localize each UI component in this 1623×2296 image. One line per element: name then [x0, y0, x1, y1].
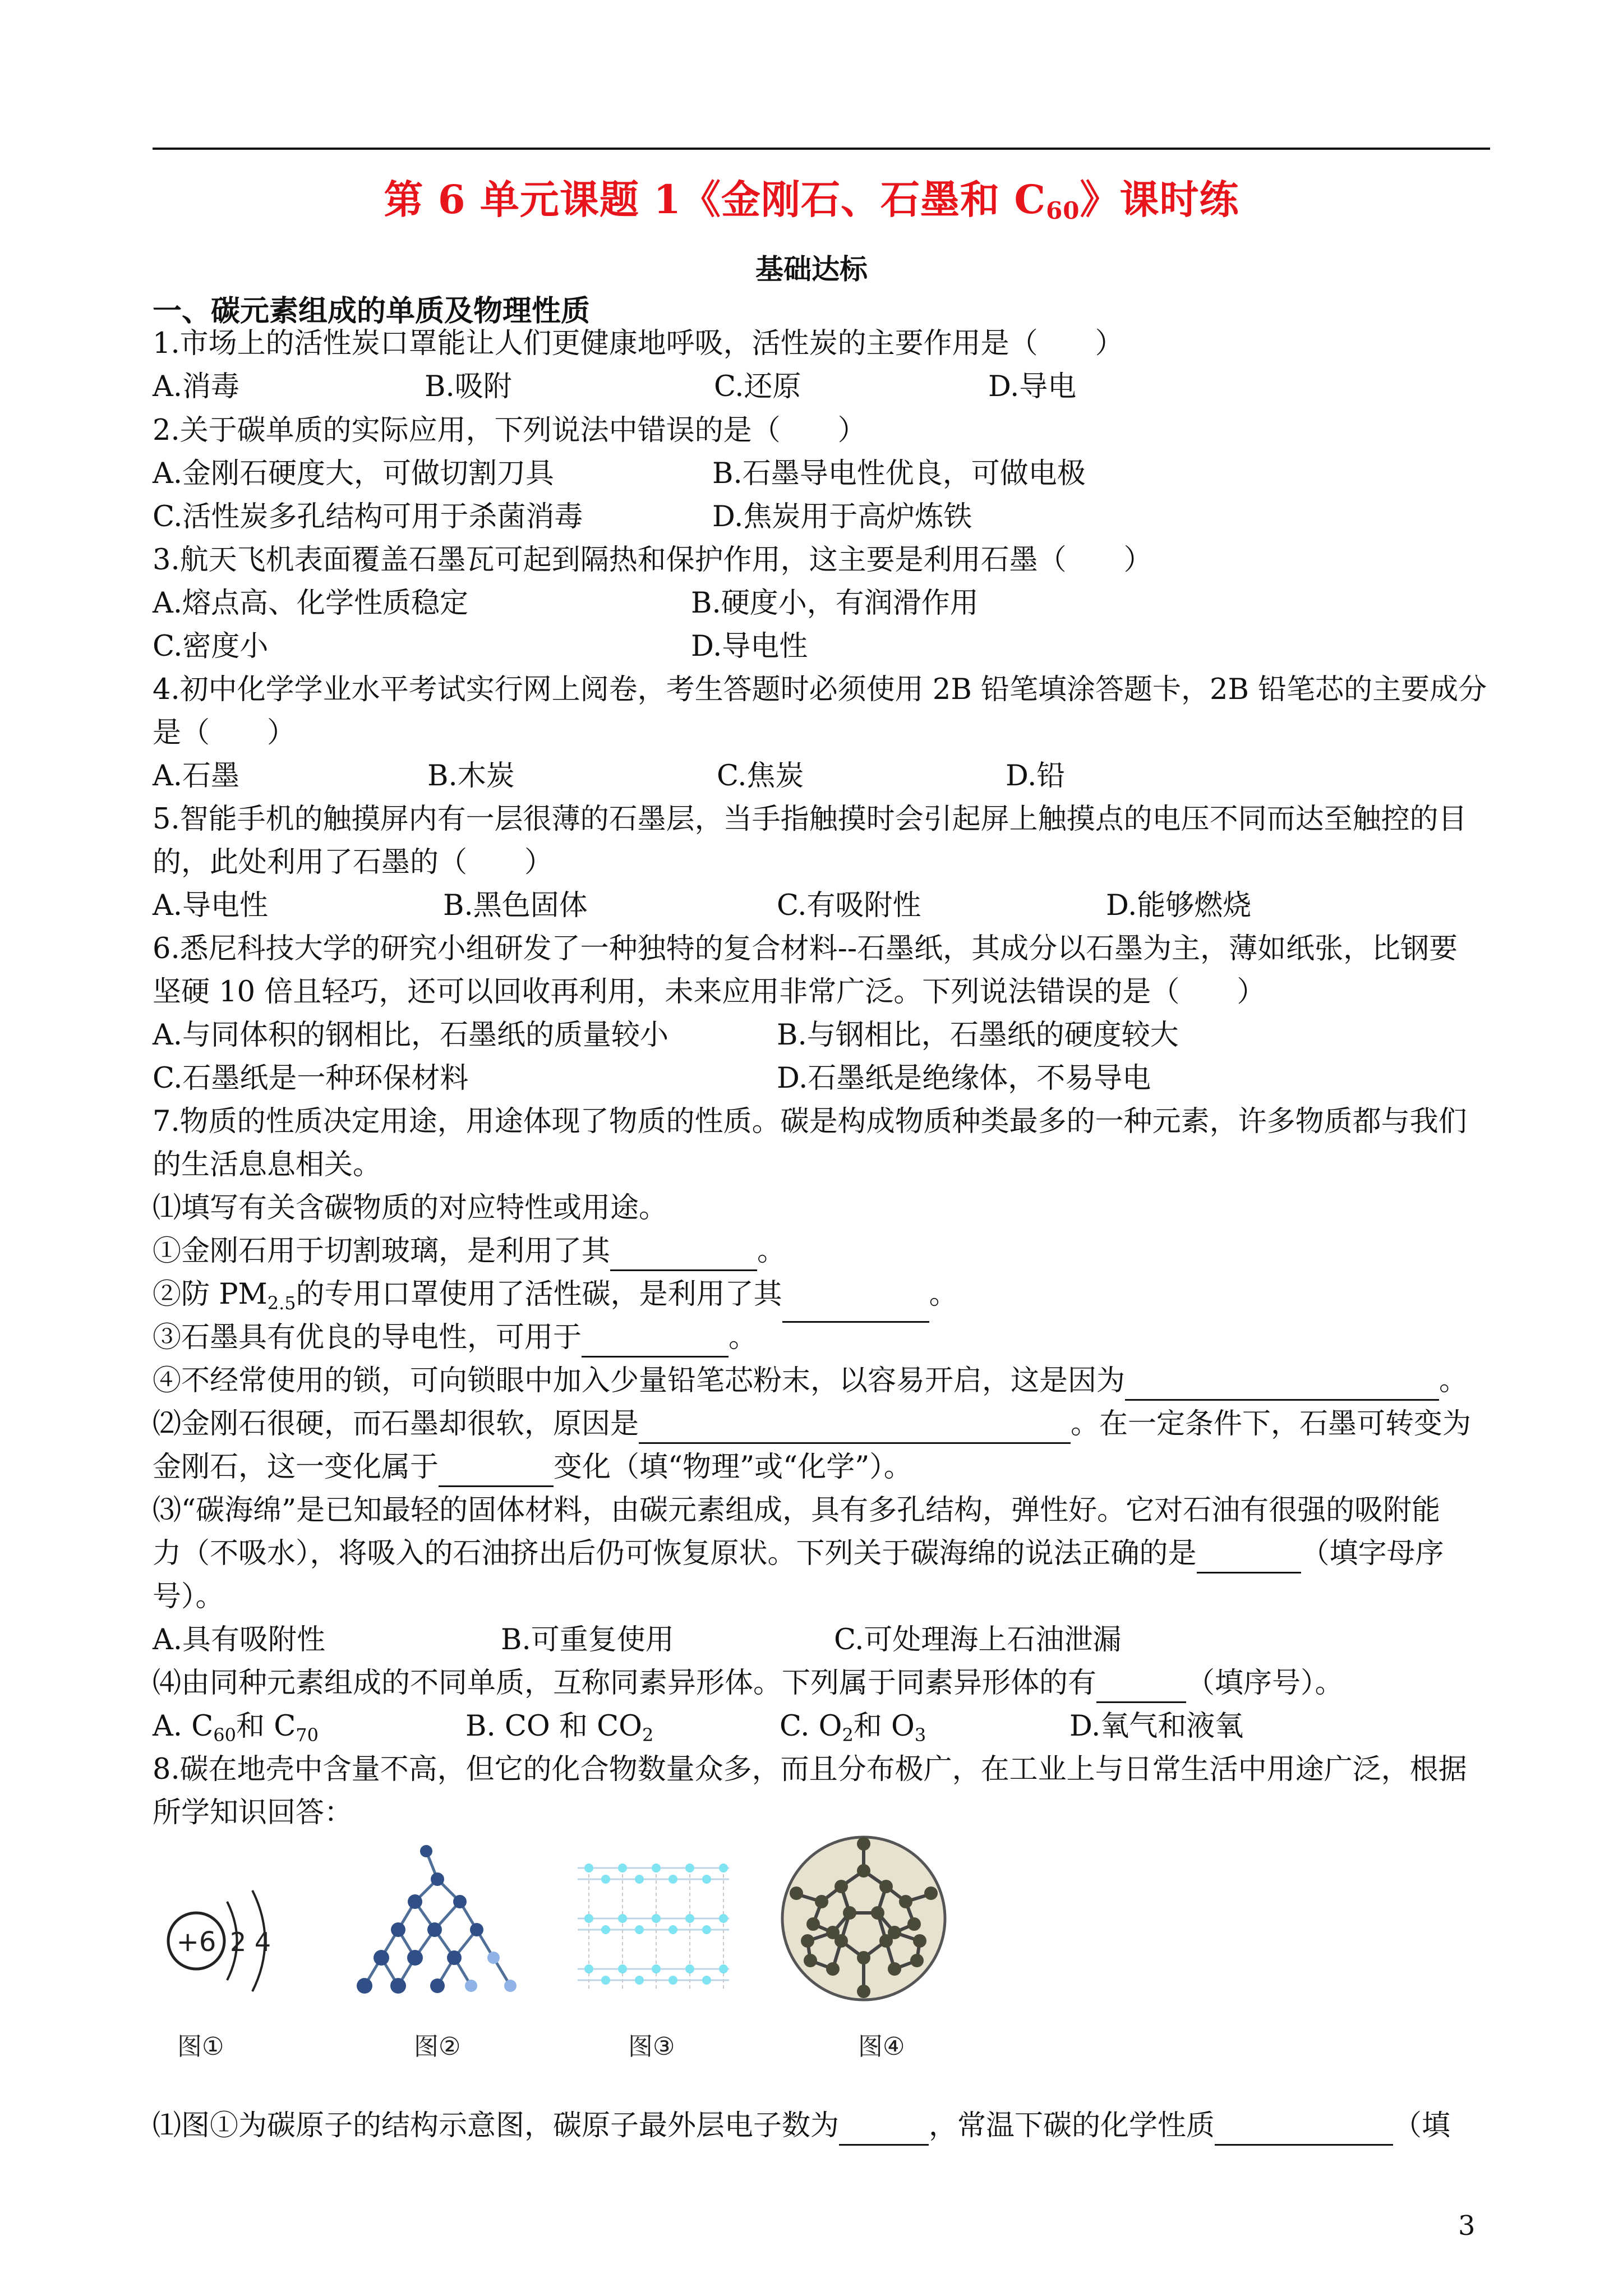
- q6-stem-line1: 6.悉尼科技大学的研究小组研发了一种独特的复合材料--石墨纸，其成分以石墨为主，薄如纸张，比钢要: [153, 932, 1458, 965]
- q4-option-a: A.石墨: [153, 760, 240, 793]
- q7-part4-option-d: D.氧气和液氧: [1069, 1710, 1244, 1743]
- q8-stem-line1: 8.碳在地壳中含量不高，但它的化合物数量众多，而且分布极广，在工业上与日常生活中用途广泛，根据: [153, 1753, 1467, 1786]
- subtitle: 基础达标: [755, 252, 868, 286]
- figure-label-4: 图④: [858, 2032, 905, 2061]
- q7-part1-b: ②防 $PM_{2.5}$的专用口罩使用了活性碳，是利用了其 。: [153, 1275, 958, 1323]
- q7-part2-line1: ⑵金刚石很硬，而石墨却很软，原因是 。在一定条件下，石墨可转变为: [153, 1405, 1471, 1444]
- figure-label-2: 图②: [414, 2032, 461, 2061]
- page-number: 3: [1458, 2210, 1476, 2242]
- q7-part2-line2: 金刚石，这一变化属于 变化（填“物理”或“化学”）。: [153, 1448, 912, 1487]
- q3-option-a: A.熔点高、化学性质稳定: [153, 587, 469, 620]
- q2-stem: 2.关于碳单质的实际应用，下列说法中错误的是（ ）: [153, 414, 866, 447]
- q6-option-a: A.与同体积的钢相比，石墨纸的质量较小: [153, 1019, 669, 1052]
- q7-part4-option-c: C. $O_2$和 $O_3$: [780, 1710, 926, 1746]
- q3-option-d: D.导电性: [691, 630, 808, 663]
- q8-stem-line2: 所学知识回答：: [153, 1796, 353, 1829]
- q1-option-a: A.消毒: [153, 370, 240, 403]
- q7-part3-line3: 号）。: [153, 1580, 224, 1613]
- q7-part1-heading: ⑴填写有关含碳物质的对应特性或用途。: [153, 1191, 668, 1225]
- q6-option-c: C.石墨纸是一种环保材料: [153, 1062, 469, 1095]
- carbon-atom-diagram: [157, 1868, 292, 2019]
- answer-blank[interactable]: [582, 1326, 728, 1358]
- q7-part4-stem: ⑷由同种元素组成的不同单质，互称同素异形体。下列属于同素异形体的有 （填序号）。: [153, 1664, 1344, 1703]
- q7-part3-option-c: C.可处理海上石油泄漏: [834, 1623, 1122, 1657]
- q7-stem-line1: 7.物质的性质决定用途，用途体现了物质的性质。碳是构成物质种类最多的一种元素，许多物质都与我们: [153, 1105, 1467, 1138]
- q7-part1-c: ③石墨具有优良的导电性，可用于 。: [153, 1318, 757, 1358]
- q6-option-d: D.石墨纸是绝缘体，不易导电: [777, 1062, 1151, 1095]
- page-title: 第 6 单元课题 1《金刚石、石墨和 $C_{60}$》课时练: [384, 176, 1239, 224]
- q2-option-a: A.金刚石硬度大，可做切割刀具: [153, 457, 555, 490]
- answer-blank[interactable]: [1197, 1542, 1301, 1573]
- answer-blank[interactable]: [1096, 1671, 1186, 1703]
- answer-blank[interactable]: [639, 1412, 1071, 1444]
- q7-part1-d: ④不经常使用的锁，可向锁眼中加入少量铅笔芯粉末，以容易开启，这是因为 。: [153, 1361, 1468, 1401]
- q7-part4-option-b: B. CO 和 $CO_2$: [465, 1710, 654, 1746]
- graphite-structure-image: [566, 1846, 740, 2014]
- q2-option-c: C.活性炭多孔结构可用于杀菌消毒: [153, 500, 583, 533]
- q1-stem: 1.市场上的活性炭口罩能让人们更健康地呼吸，活性炭的主要作用是（ ）: [153, 327, 1124, 360]
- q5-option-c: C.有吸附性: [777, 889, 921, 922]
- c60-fullerene-image: [777, 1832, 951, 2005]
- diamond-structure-image: [342, 1840, 522, 2019]
- q5-option-b: B.黑色固体: [443, 889, 588, 922]
- q3-option-b: B.硬度小，有润滑作用: [691, 587, 979, 620]
- q5-option-d: D.能够燃烧: [1106, 889, 1252, 922]
- q7-part3-option-a: A.具有吸附性: [153, 1623, 326, 1657]
- q7-part1-a: ①金刚石用于切割玻璃，是利用了其 。: [153, 1232, 786, 1271]
- answer-blank[interactable]: [439, 1455, 554, 1487]
- q4-stem-line2: 是（ ）: [153, 716, 296, 749]
- q4-stem-line1: 4.初中化学学业水平考试实行网上阅卷，考生答题时必须使用 2B 铅笔填涂答题卡，2B 铅笔芯的主要成分: [153, 673, 1487, 706]
- q1-option-c: C.还原: [714, 370, 801, 403]
- q7-part3-line2: 力（不吸水），将吸入的石油挤出后仍可恢复原状。下列关于碳海绵的说法正确的是 （填字母序: [153, 1534, 1444, 1573]
- answer-blank[interactable]: [1215, 2114, 1393, 2146]
- q5-stem-line1: 5.智能手机的触摸屏内有一层很薄的石墨层，当手指触摸时会引起屏上触摸点的电压不同而达至触控的目: [153, 803, 1467, 836]
- q5-option-a: A.导电性: [153, 889, 269, 922]
- figure-label-3: 图③: [628, 2032, 675, 2061]
- q7-part3-option-b: B.可重复使用: [501, 1623, 674, 1657]
- q7-stem-line2: 的生活息息相关。: [153, 1148, 382, 1181]
- q3-stem: 3.航天飞机表面覆盖石墨瓦可起到隔热和保护作用，这主要是利用石墨（ ）: [153, 544, 1152, 577]
- figure-label-1: 图①: [177, 2032, 224, 2061]
- q3-option-c: C.密度小: [153, 630, 269, 663]
- q1-option-d: D.导电: [988, 370, 1077, 403]
- q2-option-b: B.石墨导电性优良，可做电极: [712, 457, 1086, 490]
- answer-blank[interactable]: [610, 1239, 757, 1271]
- q7-part3-line1: ⑶“碳海绵”是已知最轻的固体材料，由碳元素组成，具有多孔结构，弹性好。它对石油有很强的吸附能: [153, 1494, 1441, 1527]
- answer-blank[interactable]: [839, 2114, 929, 2146]
- atom-shell-electrons: 2 4: [230, 1927, 271, 1957]
- answer-blank[interactable]: [1125, 1369, 1439, 1401]
- q4-option-d: D.铅: [1006, 760, 1066, 793]
- q4-option-c: C.焦炭: [717, 760, 804, 793]
- q2-option-d: D.焦炭用于高炉炼铁: [712, 500, 972, 533]
- q5-stem-line2: 的，此处利用了石墨的（ ）: [153, 846, 554, 879]
- answer-blank[interactable]: [782, 1291, 929, 1323]
- q6-stem-line2: 坚硬 10 倍且轻巧，还可以回收再利用，未来应用非常广泛。下列说法错误的是（ ）: [153, 976, 1266, 1009]
- q4-option-b: B.木炭: [427, 760, 515, 793]
- q7-part4-option-a: A. $C_{60}$和 $C_{70}$: [153, 1710, 319, 1746]
- q6-option-b: B.与钢相比，石墨纸的硬度较大: [777, 1019, 1179, 1052]
- header-rule: [153, 148, 1490, 150]
- section-heading: 一、碳元素组成的单质及物理性质: [153, 294, 591, 328]
- q1-option-b: B.吸附: [425, 370, 512, 403]
- atom-nucleus-label: +6: [176, 1926, 216, 1958]
- q8-part1-line: ⑴图①为碳原子的结构示意图，碳原子最外层电子数为 ，常温下碳的化学性质 （填: [153, 2106, 1450, 2146]
